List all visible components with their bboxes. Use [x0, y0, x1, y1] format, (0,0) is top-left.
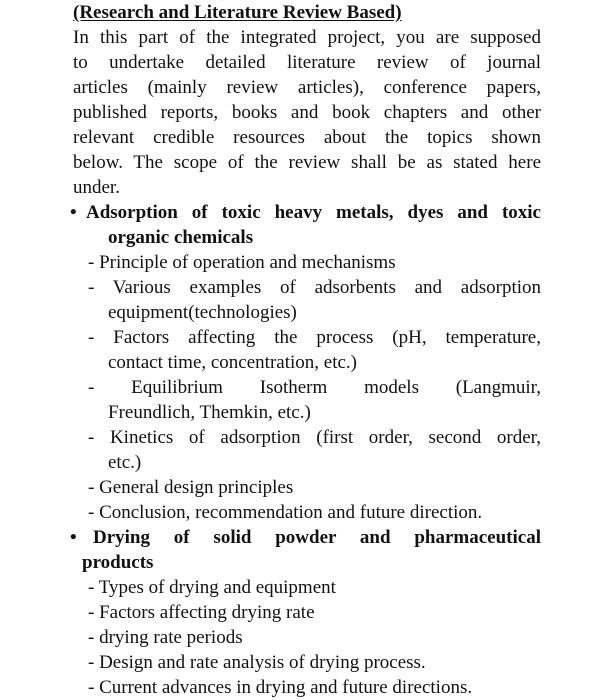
list-item: - Design and rate analysis of drying process.	[88, 652, 426, 673]
topic-title: Drying of solid powder and pharmaceutical	[93, 527, 541, 548]
intro-line: relevant credible resources about the topics shown	[73, 127, 541, 148]
intro-line: under.	[73, 177, 120, 198]
section-heading: (Research and Literature Review Based)	[73, 2, 402, 23]
topic-title: Adsorption of toxic heavy metals, dyes and toxic	[86, 202, 541, 223]
topic-title: organic chemicals	[108, 227, 254, 248]
intro-line: In this part of the integrated project, you are supposed	[73, 27, 541, 48]
list-item-continuation: Freundlich, Themkin, etc.)	[108, 402, 311, 423]
list-item: - Current advances in drying and future directions.	[88, 677, 473, 698]
list-item: - Principle of operation and mechanisms	[88, 252, 396, 273]
topic-title: products	[82, 552, 154, 573]
list-item: - Equilibrium Isotherm models (Langmuir,	[88, 377, 541, 398]
list-item: - Kinetics of adsorption (first order, second order,	[88, 427, 541, 448]
intro-line: to undertake detailed literature review of journal	[73, 52, 541, 73]
list-item: - Types of drying and equipment	[88, 577, 336, 598]
intro-line: articles (mainly review articles), conference papers,	[73, 77, 541, 98]
list-item: - General design principles	[88, 477, 294, 498]
intro-line: published reports, books and book chapters and other	[73, 102, 541, 123]
bullet-icon: •	[70, 202, 77, 223]
list-item: - Factors affecting the process (pH, temperature,	[88, 327, 541, 348]
list-item: - drying rate periods	[88, 627, 243, 648]
intro-line: below. The scope of the review shall be as stated here	[73, 152, 541, 173]
list-item-continuation: contact time, concentration, etc.)	[108, 352, 357, 373]
list-item-continuation: etc.)	[108, 452, 142, 473]
list-item-continuation: equipment(technologies)	[108, 302, 297, 323]
list-item: - Various examples of adsorbents and adsorption	[88, 277, 541, 298]
list-item: - Factors affecting drying rate	[88, 602, 315, 623]
list-item: - Conclusion, recommendation and future direction.	[88, 502, 483, 523]
bullet-icon: •	[70, 527, 77, 548]
